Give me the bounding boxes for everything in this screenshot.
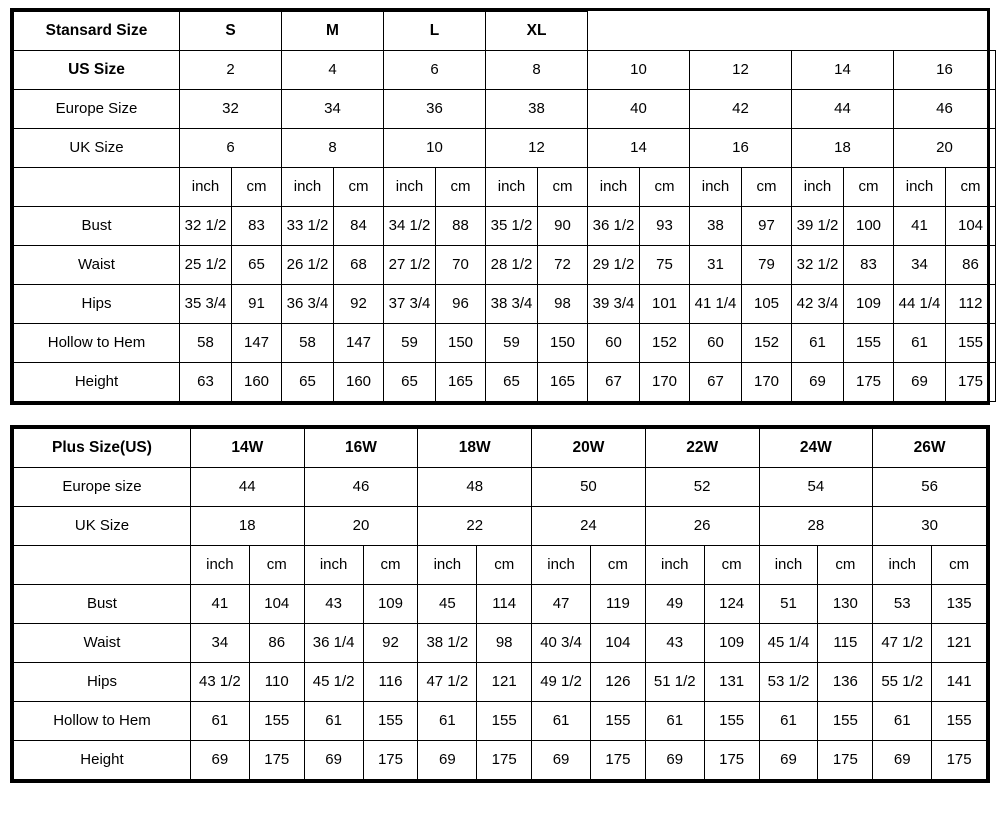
plus-size-table xyxy=(13,428,987,780)
plus-measure-row xyxy=(14,741,987,780)
standard-unit-cell: cm xyxy=(334,168,384,207)
plus-measure-value: 104 xyxy=(249,585,304,624)
standard-measure-value: 31 xyxy=(690,246,742,285)
standard-measure-value: 155 xyxy=(946,324,996,363)
standard-measure-value: 147 xyxy=(232,324,282,363)
standard-measure-value: 34 1/2 xyxy=(384,207,436,246)
plus-measure-value: 155 xyxy=(932,702,987,741)
plus-row-value: 50 xyxy=(532,468,646,507)
standard-unit-cell: inch xyxy=(384,168,436,207)
standard-measure-label: Height xyxy=(14,363,180,402)
plus-row xyxy=(14,468,987,507)
standard-measure-value: 67 xyxy=(588,363,640,402)
plus-measure-value: 119 xyxy=(591,585,646,624)
standard-measure-value: 92 xyxy=(334,285,384,324)
plus-unit-cell: cm xyxy=(932,546,987,585)
standard-unit-row xyxy=(14,168,996,207)
standard-measure-value: 83 xyxy=(844,246,894,285)
standard-measure-value: 100 xyxy=(844,207,894,246)
standard-measure-label: Waist xyxy=(14,246,180,285)
plus-measure-value: 175 xyxy=(477,741,532,780)
standard-measure-value: 61 xyxy=(792,324,844,363)
plus-row-value: 52 xyxy=(645,468,759,507)
plus-measure-value: 69 xyxy=(532,741,591,780)
standard-measure-value: 41 1/4 xyxy=(690,285,742,324)
plus-measure-label: Hollow to Hem xyxy=(14,702,191,741)
standard-row-value: 12 xyxy=(690,51,792,90)
plus-unit-cell: inch xyxy=(304,546,363,585)
standard-measure-value: 150 xyxy=(538,324,588,363)
plus-unit-corner xyxy=(14,546,191,585)
plus-measure-value: 38 1/2 xyxy=(418,624,477,663)
standard-row-value: 10 xyxy=(384,129,486,168)
plus-measure-value: 155 xyxy=(363,702,418,741)
plus-row-value: 18 xyxy=(190,507,304,546)
standard-measure-value: 86 xyxy=(946,246,996,285)
standard-unit-cell: cm xyxy=(436,168,486,207)
standard-measure-value: 152 xyxy=(742,324,792,363)
plus-measure-label: Height xyxy=(14,741,191,780)
plus-measure-value: 175 xyxy=(591,741,646,780)
plus-measure-value: 53 1/2 xyxy=(759,663,818,702)
plus-measure-value: 61 xyxy=(190,702,249,741)
standard-measure-value: 58 xyxy=(282,324,334,363)
standard-measure-value: 41 xyxy=(894,207,946,246)
plus-row-value: 28 xyxy=(759,507,873,546)
plus-measure-value: 69 xyxy=(418,741,477,780)
standard-measure-value: 170 xyxy=(742,363,792,402)
plus-measure-label: Bust xyxy=(14,585,191,624)
plus-measure-value: 43 xyxy=(645,624,704,663)
plus-unit-cell: inch xyxy=(190,546,249,585)
standard-unit-cell: inch xyxy=(792,168,844,207)
plus-measure-row xyxy=(14,585,987,624)
plus-measure-value: 126 xyxy=(591,663,646,702)
standard-measure-value: 150 xyxy=(436,324,486,363)
standard-row-value: 20 xyxy=(894,129,996,168)
plus-measure-row xyxy=(14,663,987,702)
plus-measure-value: 69 xyxy=(304,741,363,780)
standard-row-value: 32 xyxy=(180,90,282,129)
plus-measure-value: 61 xyxy=(418,702,477,741)
plus-measure-value: 114 xyxy=(477,585,532,624)
standard-measure-value: 26 1/2 xyxy=(282,246,334,285)
plus-measure-value: 47 xyxy=(532,585,591,624)
standard-measure-value: 36 3/4 xyxy=(282,285,334,324)
plus-unit-row xyxy=(14,546,987,585)
standard-measure-row xyxy=(14,363,996,402)
table-gap xyxy=(10,405,990,425)
standard-measure-value: 104 xyxy=(946,207,996,246)
standard-measure-value: 105 xyxy=(742,285,792,324)
standard-unit-cell: inch xyxy=(894,168,946,207)
plus-measure-value: 69 xyxy=(759,741,818,780)
standard-measure-value: 59 xyxy=(486,324,538,363)
plus-measure-value: 69 xyxy=(873,741,932,780)
plus-measure-value: 131 xyxy=(704,663,759,702)
plus-measure-value: 155 xyxy=(249,702,304,741)
plus-row-value: 54 xyxy=(759,468,873,507)
plus-row-value: 56 xyxy=(873,468,987,507)
standard-row-value: 38 xyxy=(486,90,588,129)
standard-measure-value: 160 xyxy=(334,363,384,402)
standard-unit-cell: cm xyxy=(640,168,690,207)
standard-size-table-wrapper xyxy=(10,8,990,405)
plus-size-header: 18W xyxy=(418,429,532,468)
plus-measure-value: 40 3/4 xyxy=(532,624,591,663)
standard-measure-value: 44 1/4 xyxy=(894,285,946,324)
standard-measure-value: 170 xyxy=(640,363,690,402)
standard-measure-value: 33 1/2 xyxy=(282,207,334,246)
standard-measure-value: 42 3/4 xyxy=(792,285,844,324)
plus-measure-value: 155 xyxy=(818,702,873,741)
standard-measure-row xyxy=(14,285,996,324)
standard-size-header: XL xyxy=(486,12,588,51)
standard-measure-label: Hollow to Hem xyxy=(14,324,180,363)
plus-unit-cell: inch xyxy=(759,546,818,585)
standard-measure-value: 70 xyxy=(436,246,486,285)
plus-unit-cell: inch xyxy=(532,546,591,585)
plus-corner-label: Plus Size(US) xyxy=(14,429,191,468)
standard-measure-value: 35 1/2 xyxy=(486,207,538,246)
plus-measure-value: 61 xyxy=(873,702,932,741)
plus-measure-value: 41 xyxy=(190,585,249,624)
plus-measure-value: 53 xyxy=(873,585,932,624)
plus-row xyxy=(14,507,987,546)
plus-size-header: 24W xyxy=(759,429,873,468)
plus-measure-value: 47 1/2 xyxy=(873,624,932,663)
plus-measure-value: 124 xyxy=(704,585,759,624)
standard-size-header: L xyxy=(384,12,486,51)
standard-unit-cell: cm xyxy=(946,168,996,207)
standard-measure-row xyxy=(14,324,996,363)
plus-measure-row xyxy=(14,702,987,741)
standard-measure-value: 60 xyxy=(690,324,742,363)
standard-measure-row xyxy=(14,246,996,285)
standard-measure-value: 65 xyxy=(282,363,334,402)
plus-unit-cell: cm xyxy=(591,546,646,585)
standard-measure-value: 109 xyxy=(844,285,894,324)
standard-row xyxy=(14,90,996,129)
standard-measure-value: 175 xyxy=(946,363,996,402)
standard-unit-cell: inch xyxy=(282,168,334,207)
standard-measure-value: 90 xyxy=(538,207,588,246)
plus-measure-value: 51 1/2 xyxy=(645,663,704,702)
plus-measure-label: Waist xyxy=(14,624,191,663)
standard-row-label: UK Size xyxy=(14,129,180,168)
plus-measure-value: 69 xyxy=(645,741,704,780)
standard-row-value: 6 xyxy=(384,51,486,90)
standard-row-value: 14 xyxy=(792,51,894,90)
plus-row-value: 20 xyxy=(304,507,418,546)
plus-header-row xyxy=(14,429,987,468)
standard-row-value: 6 xyxy=(180,129,282,168)
plus-measure-value: 136 xyxy=(818,663,873,702)
standard-measure-value: 160 xyxy=(232,363,282,402)
plus-measure-value: 155 xyxy=(477,702,532,741)
standard-measure-value: 96 xyxy=(436,285,486,324)
standard-unit-cell: inch xyxy=(180,168,232,207)
standard-measure-value: 32 1/2 xyxy=(792,246,844,285)
standard-measure-value: 38 xyxy=(690,207,742,246)
standard-row-value: 40 xyxy=(588,90,690,129)
standard-measure-row xyxy=(14,207,996,246)
standard-measure-value: 25 1/2 xyxy=(180,246,232,285)
standard-measure-value: 97 xyxy=(742,207,792,246)
standard-unit-cell: inch xyxy=(588,168,640,207)
standard-row xyxy=(14,51,996,90)
standard-measure-value: 155 xyxy=(844,324,894,363)
standard-measure-value: 65 xyxy=(384,363,436,402)
plus-measure-value: 47 1/2 xyxy=(418,663,477,702)
plus-measure-value: 175 xyxy=(818,741,873,780)
plus-measure-value: 115 xyxy=(818,624,873,663)
standard-measure-label: Bust xyxy=(14,207,180,246)
standard-measure-value: 67 xyxy=(690,363,742,402)
plus-measure-value: 109 xyxy=(363,585,418,624)
standard-row-value: 8 xyxy=(486,51,588,90)
plus-measure-value: 121 xyxy=(932,624,987,663)
standard-row-label: Europe Size xyxy=(14,90,180,129)
standard-measure-value: 88 xyxy=(436,207,486,246)
plus-unit-cell: cm xyxy=(704,546,759,585)
standard-unit-cell: inch xyxy=(690,168,742,207)
plus-measure-value: 116 xyxy=(363,663,418,702)
plus-measure-value: 36 1/4 xyxy=(304,624,363,663)
standard-measure-value: 35 3/4 xyxy=(180,285,232,324)
standard-header-row xyxy=(14,12,996,51)
plus-measure-value: 92 xyxy=(363,624,418,663)
plus-row-value: 46 xyxy=(304,468,418,507)
plus-measure-value: 175 xyxy=(932,741,987,780)
plus-measure-value: 104 xyxy=(591,624,646,663)
standard-measure-value: 175 xyxy=(844,363,894,402)
standard-unit-cell: cm xyxy=(232,168,282,207)
standard-measure-value: 28 1/2 xyxy=(486,246,538,285)
standard-measure-value: 72 xyxy=(538,246,588,285)
standard-row-label: US Size xyxy=(14,51,180,90)
plus-measure-value: 45 1/4 xyxy=(759,624,818,663)
standard-size-header: S xyxy=(180,12,282,51)
standard-unit-cell: inch xyxy=(486,168,538,207)
standard-measure-value: 112 xyxy=(946,285,996,324)
plus-measure-value: 45 xyxy=(418,585,477,624)
plus-measure-value: 109 xyxy=(704,624,759,663)
standard-measure-value: 69 xyxy=(894,363,946,402)
standard-measure-value: 39 1/2 xyxy=(792,207,844,246)
standard-size-header: M xyxy=(282,12,384,51)
plus-unit-cell: cm xyxy=(477,546,532,585)
standard-measure-value: 69 xyxy=(792,363,844,402)
plus-measure-value: 175 xyxy=(249,741,304,780)
standard-measure-value: 98 xyxy=(538,285,588,324)
standard-measure-value: 27 1/2 xyxy=(384,246,436,285)
plus-measure-label: Hips xyxy=(14,663,191,702)
plus-measure-value: 34 xyxy=(190,624,249,663)
standard-row-value: 8 xyxy=(282,129,384,168)
plus-row-value: 26 xyxy=(645,507,759,546)
standard-measure-value: 59 xyxy=(384,324,436,363)
standard-measure-value: 58 xyxy=(180,324,232,363)
standard-row-value: 16 xyxy=(894,51,996,90)
plus-measure-value: 49 xyxy=(645,585,704,624)
plus-measure-value: 61 xyxy=(759,702,818,741)
plus-measure-row xyxy=(14,624,987,663)
plus-measure-value: 130 xyxy=(818,585,873,624)
standard-measure-value: 83 xyxy=(232,207,282,246)
plus-unit-cell: cm xyxy=(363,546,418,585)
plus-measure-value: 121 xyxy=(477,663,532,702)
plus-measure-value: 175 xyxy=(704,741,759,780)
standard-measure-value: 37 3/4 xyxy=(384,285,436,324)
standard-measure-label: Hips xyxy=(14,285,180,324)
standard-row-value: 44 xyxy=(792,90,894,129)
plus-measure-value: 61 xyxy=(532,702,591,741)
plus-measure-value: 135 xyxy=(932,585,987,624)
standard-row-value: 10 xyxy=(588,51,690,90)
standard-row-value: 46 xyxy=(894,90,996,129)
standard-row-value: 2 xyxy=(180,51,282,90)
plus-measure-value: 51 xyxy=(759,585,818,624)
plus-row-label: Europe size xyxy=(14,468,191,507)
standard-unit-cell: cm xyxy=(538,168,588,207)
plus-row-value: 22 xyxy=(418,507,532,546)
standard-measure-value: 61 xyxy=(894,324,946,363)
standard-row-value: 18 xyxy=(792,129,894,168)
plus-measure-value: 61 xyxy=(645,702,704,741)
standard-measure-value: 65 xyxy=(486,363,538,402)
standard-measure-value: 39 3/4 xyxy=(588,285,640,324)
standard-row-value: 4 xyxy=(282,51,384,90)
plus-size-header: 16W xyxy=(304,429,418,468)
plus-row-value: 48 xyxy=(418,468,532,507)
plus-measure-value: 55 1/2 xyxy=(873,663,932,702)
standard-measure-value: 38 3/4 xyxy=(486,285,538,324)
plus-size-table-wrapper xyxy=(10,425,990,783)
standard-corner-label: Stansard Size xyxy=(14,12,180,51)
standard-measure-value: 65 xyxy=(232,246,282,285)
standard-row-value: 42 xyxy=(690,90,792,129)
plus-size-header: 22W xyxy=(645,429,759,468)
plus-size-header: 26W xyxy=(873,429,987,468)
plus-measure-value: 86 xyxy=(249,624,304,663)
standard-measure-value: 34 xyxy=(894,246,946,285)
standard-measure-value: 68 xyxy=(334,246,384,285)
plus-unit-cell: inch xyxy=(418,546,477,585)
plus-size-header: 20W xyxy=(532,429,646,468)
standard-row xyxy=(14,129,996,168)
plus-unit-cell: inch xyxy=(873,546,932,585)
plus-row-value: 44 xyxy=(190,468,304,507)
standard-measure-value: 93 xyxy=(640,207,690,246)
plus-size-header: 14W xyxy=(190,429,304,468)
standard-measure-value: 29 1/2 xyxy=(588,246,640,285)
plus-unit-cell: cm xyxy=(818,546,873,585)
standard-measure-value: 91 xyxy=(232,285,282,324)
plus-measure-value: 61 xyxy=(304,702,363,741)
plus-measure-value: 43 xyxy=(304,585,363,624)
standard-measure-value: 101 xyxy=(640,285,690,324)
standard-unit-corner xyxy=(14,168,180,207)
standard-unit-cell: cm xyxy=(742,168,792,207)
standard-row-value: 14 xyxy=(588,129,690,168)
standard-measure-value: 84 xyxy=(334,207,384,246)
plus-measure-value: 175 xyxy=(363,741,418,780)
standard-row-value: 12 xyxy=(486,129,588,168)
standard-row-value: 34 xyxy=(282,90,384,129)
standard-measure-value: 60 xyxy=(588,324,640,363)
plus-measure-value: 155 xyxy=(704,702,759,741)
standard-measure-value: 79 xyxy=(742,246,792,285)
standard-unit-cell: cm xyxy=(844,168,894,207)
plus-row-label: UK Size xyxy=(14,507,191,546)
plus-measure-value: 45 1/2 xyxy=(304,663,363,702)
standard-row-value: 16 xyxy=(690,129,792,168)
standard-measure-value: 147 xyxy=(334,324,384,363)
plus-measure-value: 141 xyxy=(932,663,987,702)
plus-measure-value: 69 xyxy=(190,741,249,780)
standard-measure-value: 32 1/2 xyxy=(180,207,232,246)
plus-measure-value: 110 xyxy=(249,663,304,702)
plus-unit-cell: cm xyxy=(249,546,304,585)
standard-size-table xyxy=(13,11,996,402)
plus-measure-value: 98 xyxy=(477,624,532,663)
plus-row-value: 24 xyxy=(532,507,646,546)
plus-measure-value: 155 xyxy=(591,702,646,741)
standard-measure-value: 165 xyxy=(538,363,588,402)
plus-measure-value: 49 1/2 xyxy=(532,663,591,702)
standard-row-value: 36 xyxy=(384,90,486,129)
standard-measure-value: 36 1/2 xyxy=(588,207,640,246)
standard-measure-value: 152 xyxy=(640,324,690,363)
standard-measure-value: 63 xyxy=(180,363,232,402)
plus-measure-value: 43 1/2 xyxy=(190,663,249,702)
standard-measure-value: 165 xyxy=(436,363,486,402)
plus-unit-cell: inch xyxy=(645,546,704,585)
standard-measure-value: 75 xyxy=(640,246,690,285)
plus-row-value: 30 xyxy=(873,507,987,546)
